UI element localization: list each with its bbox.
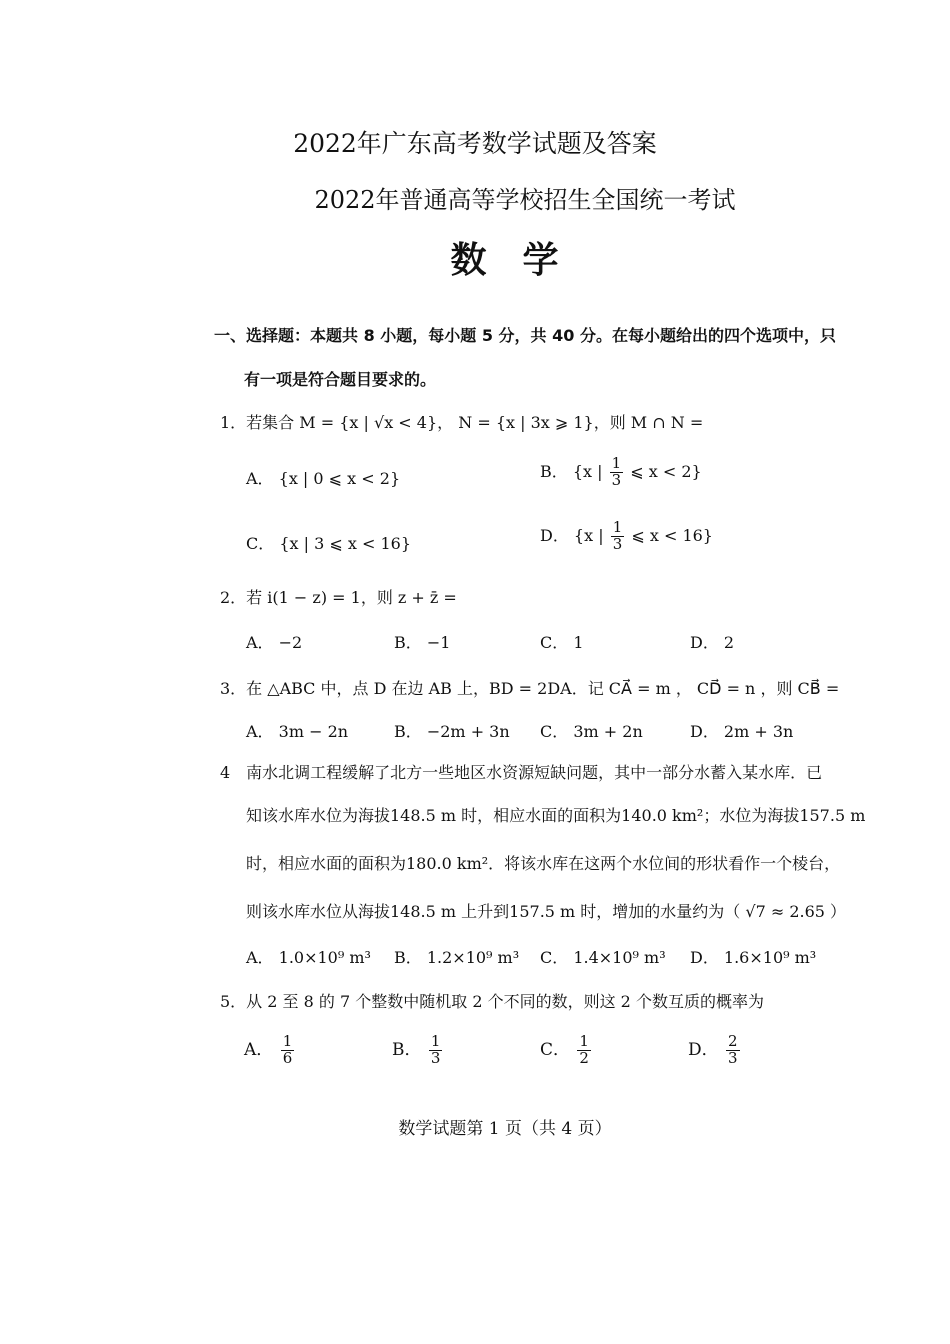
question-5-option-c: C． $\frac{1}{2}$ bbox=[540, 1032, 589, 1067]
fraction-denominator: 3 bbox=[611, 470, 622, 489]
fraction-denominator: 3 bbox=[430, 1048, 441, 1067]
subject-title: 数学 bbox=[450, 240, 595, 281]
question-1-option-c: C． {x | 3 ⩽ x < 16} bbox=[246, 534, 411, 553]
question-5-option-d: D． $\frac{2}{3}$ bbox=[688, 1032, 738, 1067]
fraction-numerator: 1 bbox=[611, 454, 622, 472]
fraction-numerator: 1 bbox=[612, 518, 623, 536]
question-1-option-b: B． {x | $\frac{1}{3}$ ⩽ x < 2} bbox=[540, 454, 702, 489]
question-5-stem: 5．从 2 至 8 的 7 个整数中随机取 2 个不同的数，则这 2 个数互质的概率为 bbox=[220, 992, 764, 1011]
question-4-option-d: D． 1.6×10⁹ m³ bbox=[690, 948, 817, 967]
fraction-denominator: 6 bbox=[282, 1048, 293, 1067]
document-title: 2022年广东高考数学试题及答案 bbox=[293, 129, 657, 158]
fraction-numerator: 1 bbox=[282, 1032, 293, 1050]
question-4-line-4: 则该水库水位从海拔148.5 m 上升到157.5 m 时，增加的水量约为（ √7 ≈ 2.65 ） bbox=[246, 902, 847, 921]
question-4-line-2: 知该水库水位为海拔148.5 m 时，相应水面的面积为140.0 km²；水位为海拔157.5 m bbox=[246, 806, 866, 825]
fraction-denominator: 3 bbox=[728, 1048, 738, 1067]
page-footer: 数学试题第 1 页（共 4 页） bbox=[398, 1119, 612, 1139]
exam-title: 2022年普通高等学校招生全国统一考试 bbox=[314, 186, 736, 214]
question-1-stem: 1．若集合 M = {x | √x < 4}， N = {x | 3x ⩾ 1}，则 M ∩ N = bbox=[220, 413, 704, 432]
question-4-option-b: B． 1.2×10⁹ m³ bbox=[394, 948, 520, 967]
question-2-option-a: A． −2 bbox=[246, 633, 303, 652]
fraction-numerator: 1 bbox=[430, 1032, 441, 1050]
fraction-denominator: 2 bbox=[579, 1048, 589, 1067]
question-4-option-c: C． 1.4×10⁹ m³ bbox=[540, 948, 666, 967]
section-instruction-line-2: 有一项是符合题目要求的。 bbox=[244, 370, 437, 389]
fraction-numerator: 2 bbox=[728, 1032, 738, 1050]
question-2-option-b: B． −1 bbox=[394, 633, 451, 652]
question-1-option-d: D． {x | $\frac{1}{3}$ ⩽ x < 16} bbox=[540, 518, 713, 553]
question-2-stem: 2．若 i(1 − z) = 1，则 z + z̄ = bbox=[220, 588, 457, 607]
question-3-option-d: D． 2m + 3n bbox=[690, 722, 794, 741]
question-1-option-a: A． {x | 0 ⩽ x < 2} bbox=[246, 469, 401, 488]
question-2-option-d: D． 2 bbox=[690, 633, 735, 652]
question-4-line-3: 时，相应水面的面积为180.0 km²．将该水库在这两个水位间的形状看作一个棱台， bbox=[246, 854, 841, 873]
question-4-option-a: A． 1.0×10⁹ m³ bbox=[246, 948, 371, 967]
question-3-option-a: A． 3m − 2n bbox=[246, 722, 349, 741]
question-5-option-b: B． $\frac{1}{3}$ bbox=[392, 1032, 441, 1067]
fraction-numerator: 1 bbox=[579, 1032, 589, 1050]
question-4-line-1: 4 南水北调工程缓解了北方一些地区水资源短缺问题，其中一部分水蓄入某水库．已 bbox=[220, 763, 823, 782]
question-3-stem: 3．在 △ABC 中，点 D 在边 AB 上，BD = 2DA．记 CA⃗ = m ， CD⃗ = n ，则 CB⃗ = bbox=[220, 679, 840, 698]
question-3-option-c: C． 3m + 2n bbox=[540, 722, 643, 741]
question-2-option-c: C． 1 bbox=[540, 633, 584, 652]
fraction-denominator: 3 bbox=[612, 534, 623, 553]
question-5-option-a: A． $\frac{1}{6}$ bbox=[244, 1032, 293, 1067]
question-3-option-b: B． −2m + 3n bbox=[394, 722, 510, 741]
section-instruction-line-1: 一、选择题：本题共 8 小题，每小题 5 分，共 40 分。在每小题给出的四个选项中，只 bbox=[214, 326, 836, 345]
